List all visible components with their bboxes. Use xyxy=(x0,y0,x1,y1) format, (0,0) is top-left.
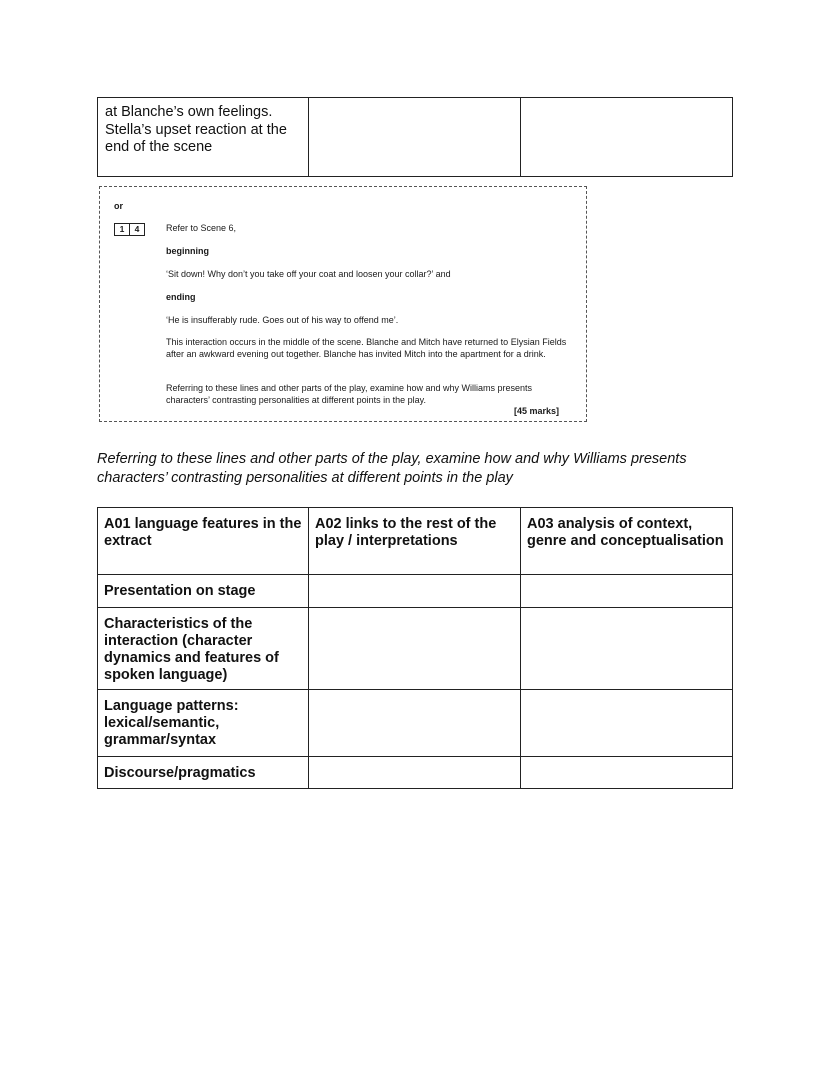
table-cell[interactable] xyxy=(521,757,733,789)
refer-scene: Refer to Scene 6, xyxy=(166,223,237,233)
table-cell[interactable] xyxy=(309,690,521,757)
table-cell[interactable] xyxy=(309,575,521,608)
exam-question-box xyxy=(99,186,587,422)
ending-label: ending xyxy=(166,292,196,302)
row-label-presentation: Presentation on stage xyxy=(98,575,309,608)
top-table-empty-cell[interactable] xyxy=(309,98,521,177)
column-header-a03: A03 analysis of context, genre and conceptualisation xyxy=(521,508,733,575)
question-number xyxy=(114,223,145,236)
table-cell[interactable] xyxy=(309,757,521,789)
marks-label: [45 marks] xyxy=(513,406,559,416)
column-header-a02: A02 links to the rest of the play / interpretations xyxy=(309,508,521,575)
table-cell[interactable] xyxy=(309,608,521,690)
ending-quote: ‘He is insufferably rude. Goes out of his way to offend me’. xyxy=(166,315,399,325)
row-label-characteristics: Characteristics of the interaction (character dynamics and features of spoken language) xyxy=(98,608,309,690)
table-row xyxy=(98,757,733,789)
table-header-row xyxy=(98,508,733,575)
row-label-language-patterns: Language patterns: lexical/semantic, grammar/syntax xyxy=(98,690,309,757)
analysis-table xyxy=(97,507,733,789)
table-cell[interactable] xyxy=(521,575,733,608)
top-table xyxy=(97,97,733,177)
or-label: or xyxy=(114,201,123,211)
table-cell[interactable] xyxy=(521,608,733,690)
beginning-label: beginning xyxy=(166,246,209,256)
question-number-digit: 1 xyxy=(114,223,130,236)
question-number-digit: 4 xyxy=(130,223,145,236)
row-label-discourse: Discourse/pragmatics xyxy=(98,757,309,789)
instruction-text: Referring to these lines and other parts of the play, examine how and why Williams presents characters’ contrasting personalities at different points in the play xyxy=(97,451,687,486)
table-row xyxy=(98,575,733,608)
context-paragraph: This interaction occurs in the middle of the scene. Blanche and Mitch have returned to Elysian Fields after an awkward evening out together. Blanche has invited Mitch into the apartment for a drink. xyxy=(166,337,567,359)
top-table-empty-cell[interactable] xyxy=(521,98,733,177)
task-paragraph: Referring to these lines and other parts of the play, examine how and why Williams presents characters’ contrasting personalities at different points in the play. xyxy=(166,383,533,405)
beginning-quote: ‘Sit down! Why don’t you take off your coat and loosen your collar?’ and xyxy=(166,269,451,279)
table-row xyxy=(98,608,733,690)
column-header-a01: A01 language features in the extract xyxy=(98,508,309,575)
table-row xyxy=(98,690,733,757)
table-row xyxy=(98,98,733,177)
table-cell[interactable] xyxy=(521,690,733,757)
top-table-cell-text: at Blanche’s own feelings. Stella’s upset reaction at the end of the scene xyxy=(98,98,309,177)
